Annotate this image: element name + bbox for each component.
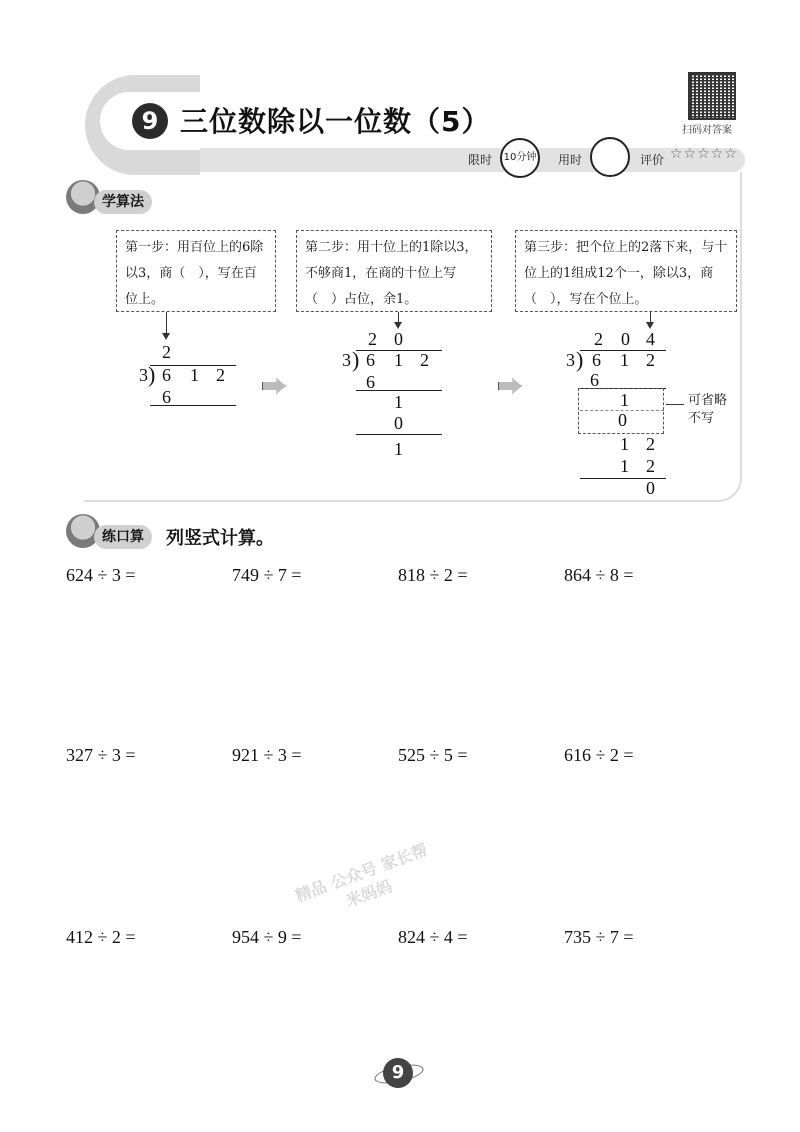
div3-quotient-digit: 4 [646,329,655,349]
problem-item[interactable]: 327 ÷ 3 = [66,745,136,765]
div3-product-2: 0 [618,410,627,430]
problem-item[interactable]: 864 ÷ 8 = [564,565,634,585]
div2-bracket: ) [352,347,360,372]
div2-quotient-digit: 0 [394,329,403,349]
div3-product-1: 6 [590,370,599,390]
div1-dividend-digit: 1 [190,365,199,385]
problem-item[interactable]: 412 ÷ 2 = [66,927,136,947]
problem-item[interactable]: 824 ÷ 4 = [398,927,468,947]
watermark: 精品 公众号 家长帮 米妈妈 [292,840,431,911]
div1-bracket: ) [148,362,156,387]
div2-line-1 [356,390,442,391]
practice-instruction: 列竖式计算。 [166,528,274,549]
div3-bringdown-digit: 1 [620,434,629,454]
learn-section-frame [84,172,742,502]
step-box-1: 第一步：用百位上的6除以3，商（ ），写在百位上。 [116,230,276,312]
page-title: 三位数除以一位数（5） [180,105,491,138]
div2-product-2: 0 [394,413,403,433]
div3-divisor: 3 [566,350,575,370]
div2-remainder-2: 1 [394,439,403,459]
div1-line [150,405,236,406]
page-number: 9 [383,1058,413,1088]
problem-item[interactable]: 749 ÷ 7 = [232,565,302,585]
div1-dividend-digit: 6 [162,365,171,385]
lesson-number-badge: 9 [132,103,168,139]
rating-stars[interactable]: ☆☆☆☆☆ [670,146,738,162]
time-used-label: 用时 [558,153,583,167]
qr-code-icon[interactable] [688,72,736,120]
div1-product: 6 [162,387,171,407]
div2-quotient-digit: 2 [368,329,377,349]
omit-note: 可省略 不写 [688,393,728,426]
pointer-arrow-2 [394,322,402,329]
div3-line-dashed [580,410,664,411]
problem-item[interactable]: 525 ÷ 5 = [398,745,468,765]
div3-bracket: ) [576,347,584,372]
div3-product-3-digit: 1 [620,456,629,476]
div2-dividend-digit: 6 [366,350,375,370]
problem-item[interactable]: 954 ÷ 9 = [232,927,302,947]
div3-remainder-1: 1 [620,390,629,410]
omit-pointer [666,404,684,405]
div3-quotient-digit: 0 [621,329,630,349]
div3-bringdown-digit: 2 [646,434,655,454]
learn-section-tag: 学算法 [94,190,152,214]
div2-remainder-1: 1 [394,392,403,412]
rating-label: 评价 [640,153,665,167]
div3-dividend-digit: 1 [620,350,629,370]
timer-icon: 10分钟 [500,138,540,178]
problem-item[interactable]: 818 ÷ 2 = [398,565,468,585]
div2-divisor: 3 [342,350,351,370]
div3-remainder-3: 0 [646,478,655,498]
time-limit-label: 限时 [468,153,493,167]
problem-item[interactable]: 624 ÷ 3 = [66,565,136,585]
step-box-3: 第三步：把个位上的2落下来，与十位上的1组成12个一，除以3，商（ ），写在个位上。 [515,230,737,312]
div2-line-2 [356,434,442,435]
pointer-arrow-3 [646,322,654,329]
div2-dividend-digit: 2 [420,350,429,370]
step-box-2: 第二步：用十位上的1除以3，不够商1，在商的十位上写（ ）占位，余1。 [296,230,492,312]
time-used-field[interactable] [590,137,630,177]
div1-dividend-digit: 2 [216,365,225,385]
problem-item[interactable]: 735 ÷ 7 = [564,927,634,947]
div3-dividend-digit: 6 [592,350,601,370]
div1-quotient: 2 [162,342,171,362]
div3-product-3-digit: 2 [646,456,655,476]
problem-item[interactable]: 616 ÷ 2 = [564,745,634,765]
div3-quotient-digit: 2 [594,329,603,349]
div2-product-1: 6 [366,372,375,392]
div3-dividend-digit: 2 [646,350,655,370]
pointer-arrow-1 [162,333,170,340]
pointer-line-1 [166,312,167,334]
div2-dividend-digit: 1 [394,350,403,370]
div1-divisor: 3 [139,365,148,385]
qr-label: 扫码对答案 [682,125,732,136]
problem-item[interactable]: 921 ÷ 3 = [232,745,302,765]
practice-section-tag: 练口算 [94,525,152,549]
